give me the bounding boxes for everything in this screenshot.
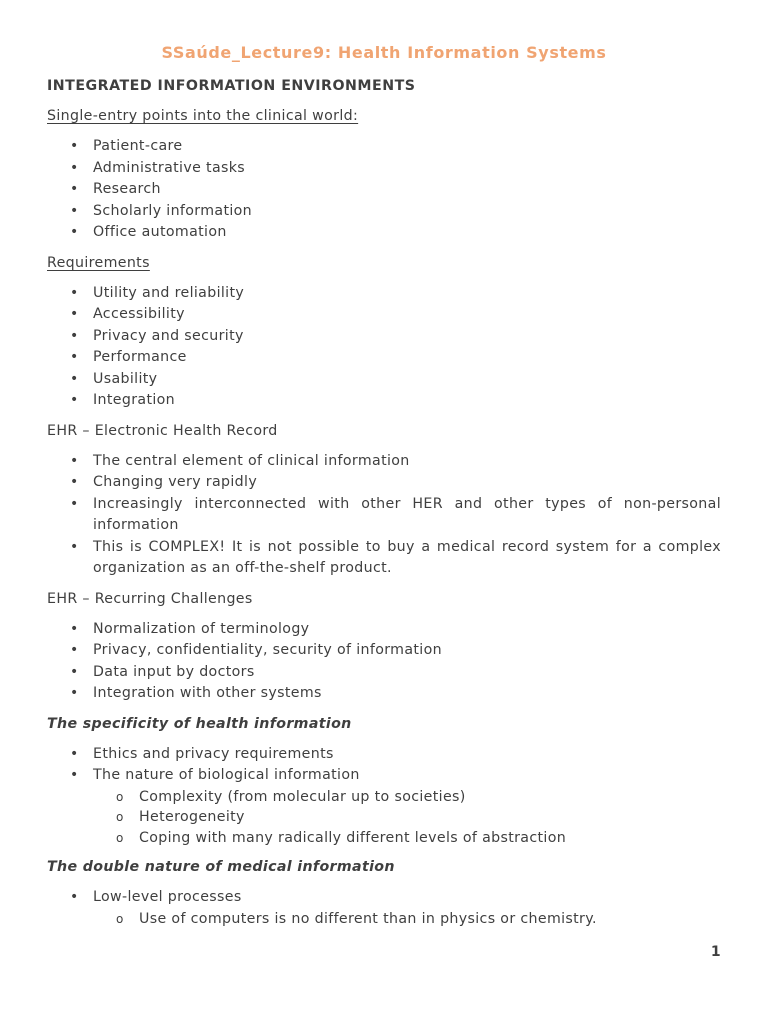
challenges-label: EHR – Recurring Challenges bbox=[47, 590, 253, 607]
list-item bbox=[47, 390, 721, 412]
list-item-text: Low-level processes bbox=[93, 889, 242, 905]
ehr-label: EHR – Electronic Health Record bbox=[47, 422, 278, 439]
list-item bbox=[47, 683, 721, 705]
sub-list-item-text: Heterogeneity bbox=[139, 809, 245, 825]
list-item-text: This is COMPLEX! It is not possible to buy a medical record system for a complex organization as an off-the-shelf product. bbox=[93, 538, 721, 576]
list-item bbox=[47, 304, 721, 326]
list-item bbox=[47, 887, 721, 929]
list-item bbox=[47, 222, 721, 244]
list-item bbox=[47, 347, 721, 369]
list-item bbox=[47, 369, 721, 391]
challenges-list bbox=[47, 619, 721, 705]
list-item-text: Administrative tasks bbox=[93, 159, 246, 176]
list-item-text: Normalization of terminology bbox=[93, 620, 310, 637]
specificity-list bbox=[47, 744, 721, 849]
double-nature-label: The double nature of medical information bbox=[47, 859, 395, 875]
section-heading: INTEGRATED INFORMATION ENVIRONMENTS bbox=[47, 78, 416, 94]
list-item bbox=[47, 619, 721, 641]
requirements-label: Requirements bbox=[47, 254, 150, 271]
list-item-text: Integration with other systems bbox=[93, 685, 322, 701]
list-item-text: Accessibility bbox=[93, 306, 185, 322]
list-item bbox=[47, 283, 721, 305]
list-item-text: Increasingly interconnected with other HER and other types of non-personal information bbox=[93, 495, 721, 533]
sub-list bbox=[93, 909, 721, 930]
list-item bbox=[47, 744, 721, 766]
list-item-text: Ethics and privacy requirements bbox=[93, 745, 334, 762]
list-item bbox=[47, 494, 721, 537]
specificity-label: The specificity of health information bbox=[47, 715, 352, 732]
ehr-list bbox=[47, 451, 721, 580]
list-item-text: Changing very rapidly bbox=[93, 474, 258, 490]
list-item-text: Scholarly information bbox=[93, 202, 253, 219]
list-item bbox=[47, 136, 721, 158]
list-item-text: Integration bbox=[93, 392, 176, 408]
list-item-text: Privacy and security bbox=[93, 327, 244, 344]
single-entry-label: Single-entry points into the clinical world: bbox=[47, 108, 359, 124]
list-item-text: The central element of clinical information bbox=[93, 452, 410, 469]
double-nature-list bbox=[47, 887, 721, 929]
list-item-text: Privacy, confidentiality, security of information bbox=[93, 642, 442, 658]
sub-list-item bbox=[93, 787, 721, 808]
list-item-text: Patient-care bbox=[93, 138, 183, 154]
list-item bbox=[47, 158, 721, 180]
list-item-text: Utility and reliability bbox=[93, 284, 245, 301]
list-item-text: Performance bbox=[93, 349, 187, 365]
list-item-text: Data input by doctors bbox=[93, 663, 255, 680]
list-item bbox=[47, 765, 721, 848]
requirements-list bbox=[47, 283, 721, 412]
document-page bbox=[47, 43, 721, 938]
sub-list bbox=[93, 787, 721, 849]
list-item bbox=[47, 326, 721, 348]
single-entry-list bbox=[47, 136, 721, 244]
list-item bbox=[47, 640, 721, 662]
list-item-text: The nature of biological information bbox=[93, 767, 360, 783]
page-number: 1 bbox=[710, 944, 721, 960]
sub-list-item-text: Use of computers is no different than in physics or chemistry. bbox=[139, 910, 597, 927]
list-item bbox=[47, 662, 721, 684]
list-item-text: Office automation bbox=[93, 224, 227, 240]
sub-list-item bbox=[93, 909, 721, 930]
document-title: SSaúde_Lecture9: Health Information Systems bbox=[161, 43, 607, 62]
list-item-text: Research bbox=[93, 181, 161, 197]
list-item bbox=[47, 201, 721, 223]
list-item bbox=[47, 472, 721, 494]
list-item bbox=[47, 451, 721, 473]
list-item bbox=[47, 537, 721, 580]
sub-list-item-text: Complexity (from molecular up to societies) bbox=[139, 788, 466, 805]
sub-list-item bbox=[93, 807, 721, 828]
list-item-text: Usability bbox=[93, 370, 158, 387]
sub-list-item bbox=[93, 828, 721, 849]
list-item bbox=[47, 179, 721, 201]
sub-list-item-text: Coping with many radically different levels of abstraction bbox=[139, 829, 567, 846]
